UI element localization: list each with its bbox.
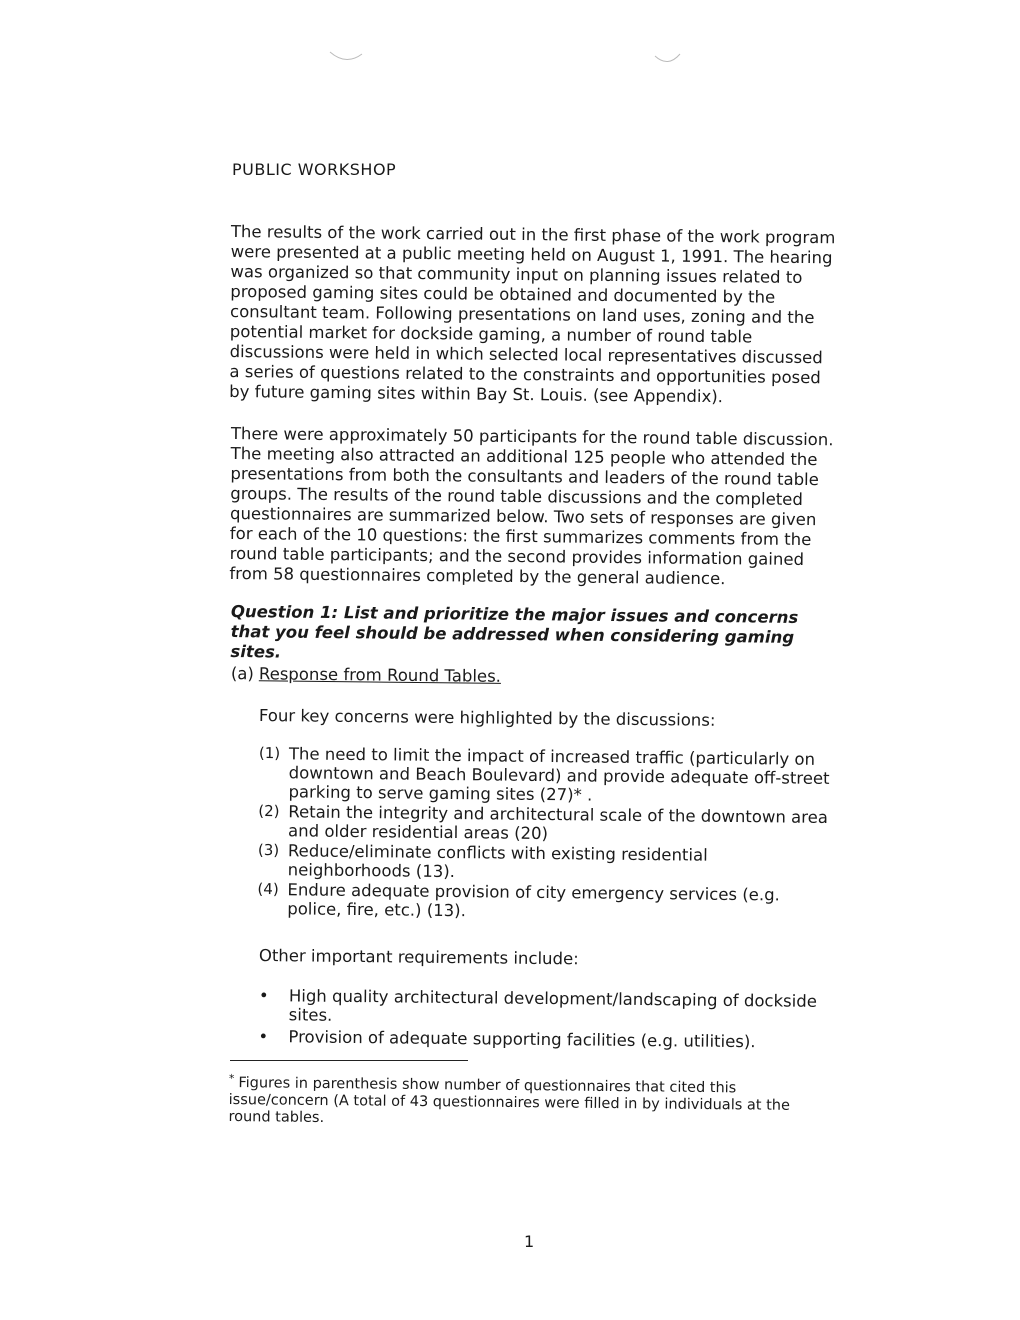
response-a-title: Response from Round Tables. [258, 664, 502, 686]
concern-text: Retain the integrity and architectural scale of the downtown area and older residential areas (20) [287, 802, 829, 844]
list-item [258, 802, 833, 846]
bullet-icon: • [258, 986, 269, 1006]
footnote-marker: * [228, 1071, 235, 1086]
concerns-intro: Four key concerns were highlighted by the discussions: [258, 706, 716, 730]
section-heading: PUBLIC WORKSHOP [232, 160, 397, 179]
list-item [258, 841, 833, 885]
concern-text: The need to limit the impact of increased traffic (particularly on downtown and Beach Boulevard) and provide adequate off-street parking to serve gaming sites (27)* . [288, 744, 830, 805]
concerns-list [257, 744, 834, 925]
response-a-heading [231, 664, 501, 686]
paragraph-participants: There were approximately 50 participants for the round table discussion. The meeting also attracted an additional 125 people who attended the presentations from both the consultants and leaders of the round table groups. The results of the round table discussions and the completed questionnaires are summarized below. Two sets of responses are given for each of the 10 questions: the first summarizes comments from the round table participants; and the second provides information gained from 58 questionnaires completed by the general audience. [229, 424, 834, 589]
page-number: 1 [524, 1232, 535, 1251]
concern-number: (2) [258, 801, 280, 821]
concern-number: (1) [258, 744, 281, 763]
list-item [258, 1027, 818, 1052]
footnote-divider [230, 1060, 468, 1061]
concern-text: Endure adequate provision of city emergency services (e.g. police, fire, etc.) (13). [287, 880, 780, 921]
concern-number: (3) [257, 840, 280, 860]
requirement-text: Provision of adequate supporting facilities (e.g. utilities). [288, 1027, 756, 1052]
list-item [258, 744, 834, 807]
response-a-marker: (a) [230, 664, 254, 684]
bullet-icon: • [258, 1026, 269, 1047]
other-requirements-intro: Other important requirements include: [258, 946, 579, 969]
question-1: Question 1: List and prioritize the major issues and concerns that you feel should be addressed when considering gaming sites. [230, 602, 799, 662]
requirement-text: High quality architectural development/landscaping of dockside sites. [288, 986, 818, 1025]
concern-text: Reduce/eliminate conflicts with existing residential neighborhoods (13). [287, 841, 708, 882]
list-item [257, 880, 832, 924]
footnote-text: Figures in parenthesis show number of questionnaires that cited this issue/concern (A total of 43 questionnaires were filled in by individuals at the round tables. [228, 1075, 790, 1126]
list-item [259, 986, 819, 1030]
paragraph-intro: The results of the work carried out in the first phase of the work program were presented at a public meeting held on August 1, 1991. The hearing was organized so that community input on planning issues related to proposed gaming sites could be obtained and documented by the consultant team. Following presentations on land uses, zoning and the potential market for dockside gaming, a number of round table discussions were held in which selected local representatives discussed a series of questions related to the constraints and opportunities posed by future gaming sites within Bay St. Louis. (see Appendix). [229, 222, 836, 407]
other-requirements-list [258, 986, 819, 1055]
concern-number: (4) [257, 879, 279, 899]
scan-marks [0, 0, 1020, 120]
footnote [228, 1070, 819, 1132]
